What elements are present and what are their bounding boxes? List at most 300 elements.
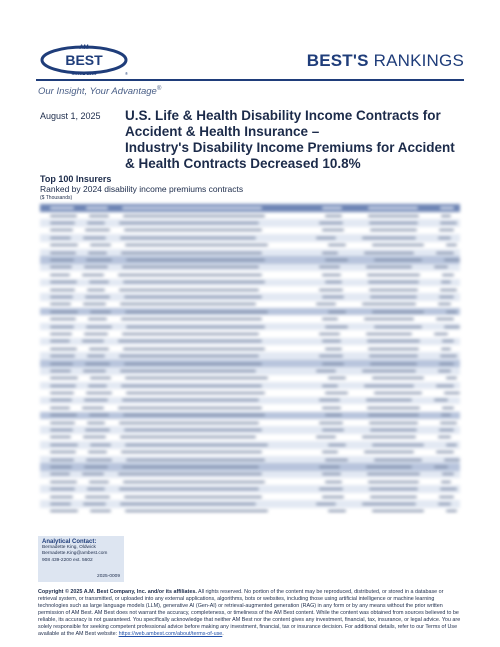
- contact-phone: 908 439-2200 ext. 5602: [42, 557, 93, 563]
- table-row: [40, 352, 460, 359]
- table-cell: [367, 340, 420, 342]
- table-cell: [86, 259, 112, 261]
- table-cell: [126, 459, 265, 461]
- table-cell: [444, 259, 460, 261]
- table-cell: [366, 399, 412, 401]
- table-cell: [439, 429, 454, 431]
- table-row: [40, 441, 460, 448]
- table-cell: [440, 355, 457, 357]
- table-cell: [364, 385, 414, 387]
- table-cell: [124, 429, 262, 431]
- table-cell: [50, 451, 76, 453]
- terms-of-use-link[interactable]: https://web.ambest.com/about/terms-of-use: [118, 631, 223, 637]
- table-cell: [369, 488, 418, 490]
- table-cell: [50, 311, 78, 313]
- table-row: [40, 367, 460, 374]
- table-cell: [90, 510, 111, 512]
- table-cell: [436, 252, 454, 254]
- table-cell: [319, 355, 343, 357]
- table-cell: [328, 377, 346, 379]
- table-cell: [316, 436, 336, 438]
- table-row: [40, 293, 460, 300]
- table-cell: [369, 422, 418, 424]
- table-cell: [440, 422, 457, 424]
- table-row: [40, 249, 460, 256]
- table-cell: [370, 363, 417, 365]
- header-rule: [36, 79, 464, 81]
- table-cell: [121, 385, 262, 387]
- table-cell: [82, 407, 104, 409]
- table-row: [40, 308, 460, 315]
- table-cell: [440, 207, 454, 209]
- table-row: [40, 449, 460, 456]
- table-row: [40, 397, 460, 404]
- table-cell: [119, 488, 259, 490]
- table-cell: [436, 318, 454, 320]
- table-cell: [370, 229, 417, 231]
- table-cell: [50, 444, 78, 446]
- rankings-table-blurred: [40, 204, 460, 522]
- table-cell: [50, 244, 78, 246]
- table-cell: [372, 311, 424, 313]
- table-cell: [120, 303, 256, 305]
- table-cell: [50, 259, 74, 261]
- table-row: [40, 345, 460, 352]
- table-cell: [119, 355, 259, 357]
- table-cell: [319, 333, 340, 335]
- table-cell: [438, 237, 451, 239]
- table-cell: [368, 481, 419, 483]
- table-cell: [123, 414, 265, 416]
- table-cell: [319, 266, 340, 268]
- title-line: U.S. Life & Health Disability Income Contracts for: [125, 108, 441, 123]
- table-cell: [50, 340, 70, 342]
- table-cell: [444, 326, 460, 328]
- table-cell: [325, 348, 342, 350]
- table-cell: [122, 333, 259, 335]
- copyright-end: .: [222, 631, 224, 637]
- table-cell: [125, 444, 268, 446]
- report-title: [125, 108, 465, 172]
- table-cell: [50, 333, 72, 335]
- report-date: August 1, 2025: [40, 111, 101, 121]
- table-cell: [86, 326, 112, 328]
- table-cell: [119, 422, 259, 424]
- table-cell: [50, 496, 73, 498]
- table-cell: [442, 407, 454, 409]
- table-cell: [364, 318, 414, 320]
- table-cell: [328, 311, 346, 313]
- table-row: [40, 412, 460, 419]
- table-cell: [446, 510, 457, 512]
- table-cell: [50, 296, 73, 298]
- table-cell: [87, 422, 105, 424]
- table-cell: [50, 377, 78, 379]
- table-cell: [121, 318, 262, 320]
- table-cell: [369, 222, 418, 224]
- table-cell: [322, 473, 341, 475]
- table-cell: [50, 399, 72, 401]
- table-row: [40, 434, 460, 441]
- table-cell: [325, 281, 342, 283]
- logo-am-text: AM: [79, 45, 89, 51]
- table-cell: [50, 473, 70, 475]
- units-label: ($ Thousands): [40, 195, 73, 201]
- table-cell: [125, 510, 268, 512]
- table-cell: [372, 377, 424, 379]
- table-cell: [124, 229, 262, 231]
- table-cell: [319, 422, 343, 424]
- contact-email[interactable]: Bernadette.King@ambest.com: [42, 551, 108, 557]
- table-row: [40, 478, 460, 485]
- analytical-contact-box: [38, 536, 124, 582]
- table-cell: [322, 296, 344, 298]
- table-cell: [120, 503, 256, 505]
- table-cell: [86, 392, 112, 394]
- table-cell: [444, 392, 460, 394]
- table-row: [40, 493, 460, 500]
- table-row: [40, 360, 460, 367]
- table-cell: [88, 451, 107, 453]
- table-cell: [88, 252, 107, 254]
- table-cell: [374, 459, 422, 461]
- table-cell: [434, 333, 448, 335]
- table-cell: [125, 377, 268, 379]
- table-cell: [325, 459, 348, 461]
- table-cell: [90, 444, 111, 446]
- table-cell: [439, 496, 454, 498]
- table-cell: [50, 355, 75, 357]
- table-row: [40, 279, 460, 286]
- table-cell: [50, 237, 71, 239]
- table-cell: [366, 466, 412, 468]
- table-cell: [50, 510, 78, 512]
- table-cell: [442, 340, 454, 342]
- table-cell: [316, 370, 336, 372]
- table-cell: [50, 466, 72, 468]
- table-cell: [370, 496, 417, 498]
- table-cell: [88, 318, 107, 320]
- table-cell: [368, 348, 419, 350]
- table-cell: [125, 311, 268, 313]
- table-cell: [119, 222, 259, 224]
- rankings-bold: BEST'S: [306, 51, 369, 70]
- table-row: [40, 323, 460, 330]
- table-cell: [444, 459, 460, 461]
- table-cell: [366, 266, 412, 268]
- table-cell: [86, 207, 108, 209]
- table-cell: [442, 274, 454, 276]
- title-line: Industry's Disability Income Premiums for Accident: [125, 140, 455, 155]
- table-cell: [50, 488, 75, 490]
- table-cell: [50, 318, 76, 320]
- table-row: [40, 301, 460, 308]
- table-cell: [89, 481, 109, 483]
- table-cell: [88, 385, 107, 387]
- table-cell: [322, 496, 344, 498]
- table-cell: [328, 510, 346, 512]
- table-row: [40, 271, 460, 278]
- table-cell: [50, 392, 74, 394]
- table-row: [40, 471, 460, 478]
- table-row: [40, 256, 460, 263]
- table-cell: [50, 222, 75, 224]
- table-cell: [87, 488, 105, 490]
- table-cell: [83, 503, 106, 505]
- table-cell: [87, 289, 105, 291]
- table-cell: [362, 503, 416, 505]
- table-cell: [50, 215, 77, 217]
- table-cell: [367, 274, 420, 276]
- table-cell: [319, 488, 343, 490]
- logo-since-text: SINCE 1899: [71, 71, 97, 76]
- table-cell: [328, 244, 346, 246]
- table-cell: [438, 436, 451, 438]
- table-cell: [83, 370, 106, 372]
- bests-rankings-heading: [307, 51, 464, 71]
- table-cell: [322, 229, 344, 231]
- table-row: [40, 456, 460, 463]
- table-row: [40, 382, 460, 389]
- table-cell: [122, 466, 259, 468]
- am-best-logo: [40, 42, 128, 78]
- table-cell: [118, 407, 262, 409]
- table-cell: [438, 503, 451, 505]
- table-cell: [121, 451, 262, 453]
- table-cell: [438, 303, 451, 305]
- table-cell: [374, 392, 422, 394]
- table-cell: [50, 326, 74, 328]
- table-cell: [441, 481, 451, 483]
- title-line: & Health Contracts Decreased 10.8%: [125, 156, 361, 171]
- table-cell: [83, 303, 106, 305]
- table-cell: [322, 318, 338, 320]
- table-cell: [322, 207, 342, 209]
- table-cell: [325, 215, 342, 217]
- table-cell: [123, 481, 265, 483]
- table-cell: [124, 363, 262, 365]
- table-cell: [50, 414, 77, 416]
- table-cell: [86, 459, 112, 461]
- table-cell: [322, 274, 341, 276]
- table-cell: [90, 311, 111, 313]
- table-cell: [85, 429, 110, 431]
- table-cell: [325, 481, 342, 483]
- table-row: [40, 219, 460, 226]
- table-cell: [446, 244, 457, 246]
- table-cell: [366, 333, 412, 335]
- table-cell: [123, 215, 265, 217]
- table-row: [40, 242, 460, 249]
- table-cell: [50, 207, 74, 209]
- table-cell: [82, 274, 104, 276]
- table-cell: [319, 466, 340, 468]
- table-cell: [126, 326, 265, 328]
- tagline-text: Our Insight, Your Advantage: [38, 86, 157, 98]
- copyright-body: All rights reserved. No portion of the content may be reproduced, distributed, or stored in a database or retrieval system, or transmitted, or uploaded into any external applications, algorithms, bots or websites, including those using artificial intelligence or machine learning technologies such as large language models (LLM), generative AI (Gen-AI) or retrieval-augmented generation (RAG) in any form or by any means without the prior written permission of AM Best. AM Best does not warrant the accuracy, completeness, or timeliness of the AM Best content. While the content was obtained from sources believed to be reliable, its accuracy is not guaranteed. You specifically acknowledge that neither AM Best nor the content gives any investment, financial, tax, insurance, or legal advice. You are solely responsible for seeking competent professional advice before making any investment, financial, tax or insurance decision. For additional details, refer to our Terms of Use available at the AM Best website:: [38, 589, 461, 637]
- table-cell: [438, 370, 451, 372]
- section-title: Top 100 Insurers: [40, 174, 112, 184]
- table-cell: [85, 296, 110, 298]
- table-cell: [319, 289, 343, 291]
- table-row: [40, 426, 460, 433]
- table-cell: [50, 303, 71, 305]
- table-cell: [120, 237, 256, 239]
- table-cell: [50, 422, 75, 424]
- table-cell: [370, 429, 417, 431]
- table-cell: [446, 444, 457, 446]
- table-cell: [440, 488, 457, 490]
- table-cell: [124, 296, 262, 298]
- table-cell: [118, 274, 262, 276]
- table-cell: [50, 436, 71, 438]
- title-line: Accident & Health Insurance –: [125, 124, 320, 139]
- table-cell: [122, 266, 259, 268]
- table-cell: [440, 289, 457, 291]
- table-row: [40, 286, 460, 293]
- table-cell: [372, 510, 424, 512]
- table-cell: [441, 215, 451, 217]
- table-cell: [434, 266, 448, 268]
- table-cell: [372, 244, 424, 246]
- table-cell: [50, 407, 70, 409]
- table-cell: [364, 252, 414, 254]
- table-row: [40, 212, 460, 219]
- table-cell: [50, 363, 73, 365]
- table-cell: [369, 355, 418, 357]
- table-header-row: [40, 204, 460, 212]
- table-cell: [439, 229, 454, 231]
- table-row: [40, 227, 460, 234]
- table-cell: [316, 503, 336, 505]
- table-cell: [90, 244, 111, 246]
- table-cell: [89, 281, 109, 283]
- table-cell: [84, 399, 108, 401]
- table-cell: [50, 289, 75, 291]
- table-cell: [316, 303, 336, 305]
- copyright-footer: [38, 589, 464, 638]
- table-row: [40, 463, 460, 470]
- table-cell: [372, 444, 424, 446]
- table-cell: [126, 392, 265, 394]
- table-cell: [50, 266, 72, 268]
- table-row: [40, 508, 460, 515]
- table-cell: [374, 326, 422, 328]
- table-cell: [82, 473, 104, 475]
- table-cell: [121, 252, 262, 254]
- table-cell: [82, 340, 104, 342]
- table-cell: [325, 414, 342, 416]
- report-code: 2025-0009: [97, 574, 120, 579]
- logo-registered-mark: ®: [125, 71, 128, 76]
- table-cell: [124, 496, 262, 498]
- table-row: [40, 404, 460, 411]
- table-cell: [322, 385, 338, 387]
- table-cell: [368, 281, 419, 283]
- table-cell: [434, 399, 448, 401]
- table-cell: [322, 451, 338, 453]
- table-row: [40, 375, 460, 382]
- table-cell: [370, 296, 417, 298]
- table-cell: [87, 355, 105, 357]
- table-cell: [50, 503, 71, 505]
- table-cell: [441, 414, 451, 416]
- table-cell: [125, 244, 268, 246]
- table-cell: [50, 274, 70, 276]
- table-cell: [118, 473, 262, 475]
- table-cell: [85, 229, 110, 231]
- table-cell: [89, 348, 109, 350]
- table-cell: [123, 348, 265, 350]
- table-cell: [374, 259, 422, 261]
- table-cell: [84, 266, 108, 268]
- table-cell: [50, 385, 76, 387]
- table-row: [40, 315, 460, 322]
- table-cell: [126, 259, 265, 261]
- table-cell: [84, 333, 108, 335]
- table-cell: [50, 370, 71, 372]
- table-cell: [118, 340, 262, 342]
- table-cell: [436, 385, 454, 387]
- table-cell: [446, 377, 457, 379]
- table-cell: [120, 370, 256, 372]
- table-cell: [367, 407, 420, 409]
- logo-best-text: BEST: [65, 52, 103, 68]
- table-cell: [439, 296, 454, 298]
- table-row: [40, 389, 460, 396]
- table-cell: [319, 222, 343, 224]
- table-cell: [50, 459, 74, 461]
- table-cell: [119, 289, 259, 291]
- table-cell: [325, 326, 348, 328]
- table-cell: [316, 237, 336, 239]
- table-cell: [322, 429, 344, 431]
- section-subtitle: Ranked by 2024 disability income premiums contracts: [40, 184, 244, 194]
- table-cell: [50, 281, 77, 283]
- table-cell: [362, 303, 416, 305]
- table-cell: [85, 363, 110, 365]
- table-cell: [325, 392, 348, 394]
- table-row: [40, 338, 460, 345]
- table-row: [40, 264, 460, 271]
- table-cell: [322, 363, 344, 365]
- copyright-lead: Copyright © 2025 A.M. Best Company, Inc. and/or its affiliates.: [38, 589, 197, 595]
- table-cell: [441, 348, 451, 350]
- table-cell: [83, 436, 106, 438]
- table-cell: [328, 444, 346, 446]
- table-cell: [368, 414, 419, 416]
- table-cell: [367, 473, 420, 475]
- table-cell: [441, 281, 451, 283]
- table-cell: [322, 340, 341, 342]
- contact-name: Bernadette King, Oldwick: [42, 545, 96, 550]
- table-cell: [50, 348, 77, 350]
- table-cell: [368, 207, 418, 209]
- table-cell: [90, 377, 111, 379]
- table-cell: [322, 252, 338, 254]
- table-cell: [50, 252, 76, 254]
- table-cell: [319, 399, 340, 401]
- table-cell: [120, 436, 256, 438]
- table-cell: [89, 414, 109, 416]
- tagline: [38, 86, 161, 97]
- table-cell: [83, 237, 106, 239]
- table-cell: [362, 237, 416, 239]
- tagline-mark: ®: [156, 86, 162, 92]
- table-cell: [434, 466, 448, 468]
- table-cell: [87, 222, 105, 224]
- table-cell: [440, 222, 457, 224]
